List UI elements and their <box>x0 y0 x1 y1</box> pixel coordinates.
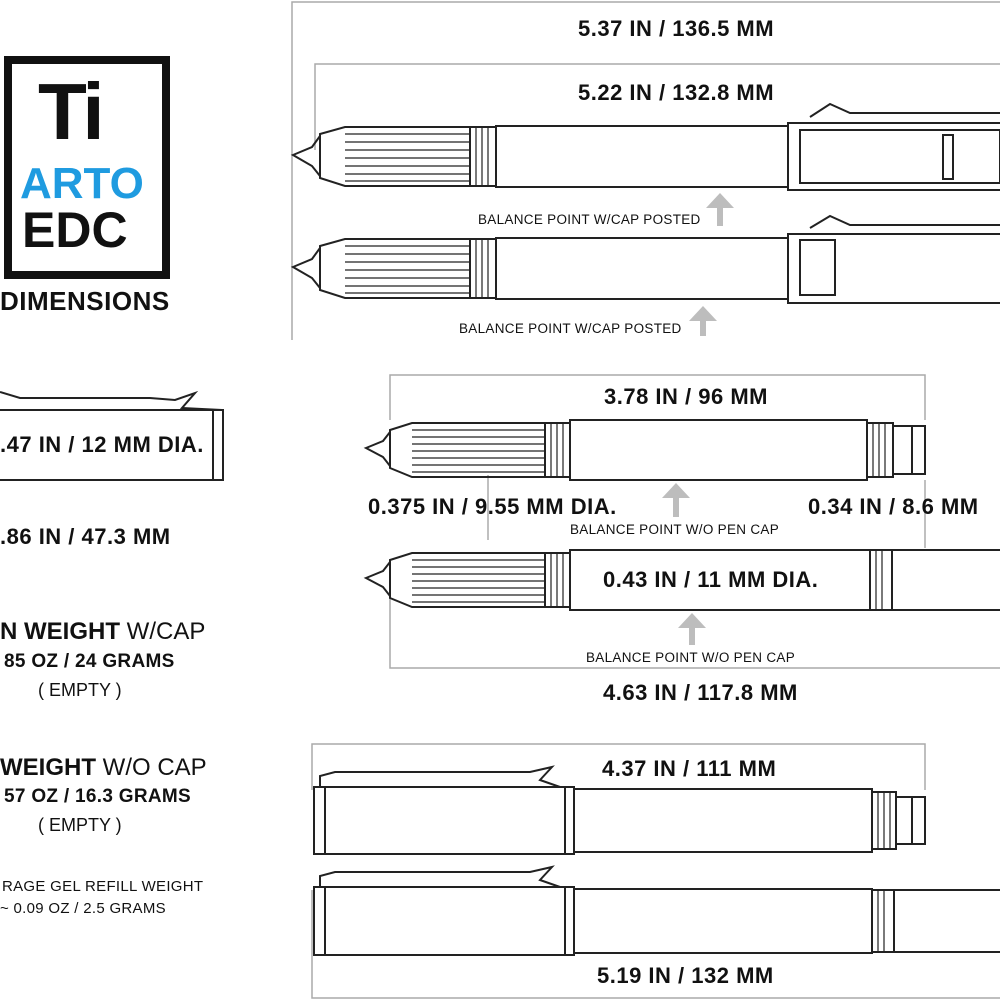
balance-label-posted-1: BALANCE POINT W/CAP POSTED <box>478 212 701 227</box>
dim-body-with-cap-posted: 5.22 IN / 132.8 MM <box>578 80 775 105</box>
dim-tip-diameter: 0.375 IN / 9.55 MM DIA. <box>368 494 617 519</box>
dim-capped-short: 4.37 IN / 111 MM <box>602 756 777 781</box>
pen-posted-2 <box>293 216 1000 303</box>
balance-label-posted-2: BALANCE POINT W/CAP POSTED <box>459 321 682 336</box>
dim-cap-length: .86 IN / 47.3 MM <box>0 524 171 549</box>
pen-posted-1 <box>293 104 1000 190</box>
weight-with-cap-heading: N WEIGHT W/CAP <box>0 618 206 645</box>
balance-arrow-icon <box>689 306 717 336</box>
logo-arto: ARTO <box>20 159 144 208</box>
refill-weight-line2: ~ 0.09 OZ / 2.5 GRAMS <box>0 900 166 917</box>
dim-end-diameter: 0.34 IN / 8.6 MM <box>808 494 979 519</box>
pen-body-no-cap-1 <box>366 420 925 480</box>
dim-body-short: 3.78 IN / 96 MM <box>604 384 769 409</box>
dim-body-long: 4.63 IN / 117.8 MM <box>603 680 798 705</box>
balance-label-no-cap-2: BALANCE POINT W/O PEN CAP <box>586 650 796 665</box>
balance-arrow-icon <box>706 193 734 226</box>
refill-weight-line1: RAGE GEL REFILL WEIGHT <box>2 878 204 895</box>
weight-without-cap-heading: WEIGHT W/O CAP <box>0 754 207 781</box>
weight-with-cap-value: 85 OZ / 24 GRAMS <box>4 651 175 672</box>
section-title: DIMENSIONS <box>0 286 170 316</box>
frame-body-posted <box>315 64 1000 150</box>
dim-body-diameter: 0.43 IN / 11 MM DIA. <box>603 567 819 592</box>
logo-edc: EDC <box>22 202 128 258</box>
dim-capped-long: 5.19 IN / 132 MM <box>597 963 774 988</box>
dim-cap-diameter: .47 IN / 12 MM DIA. <box>0 432 204 457</box>
pen-capped-2 <box>314 867 1000 955</box>
dim-overall-posted: 5.37 IN / 136.5 MM <box>578 16 775 41</box>
weight-without-cap-note: ( EMPTY ) <box>38 815 122 835</box>
balance-arrow-icon <box>678 613 706 645</box>
frame-overall-posted <box>292 2 1000 340</box>
logo-ti: Ti <box>38 67 102 156</box>
balance-label-no-cap-1: BALANCE POINT W/O PEN CAP <box>570 522 780 537</box>
weight-with-cap-note: ( EMPTY ) <box>38 680 122 700</box>
balance-arrow-icon <box>662 483 690 517</box>
weight-without-cap-value: 57 OZ / 16.3 GRAMS <box>4 786 192 807</box>
